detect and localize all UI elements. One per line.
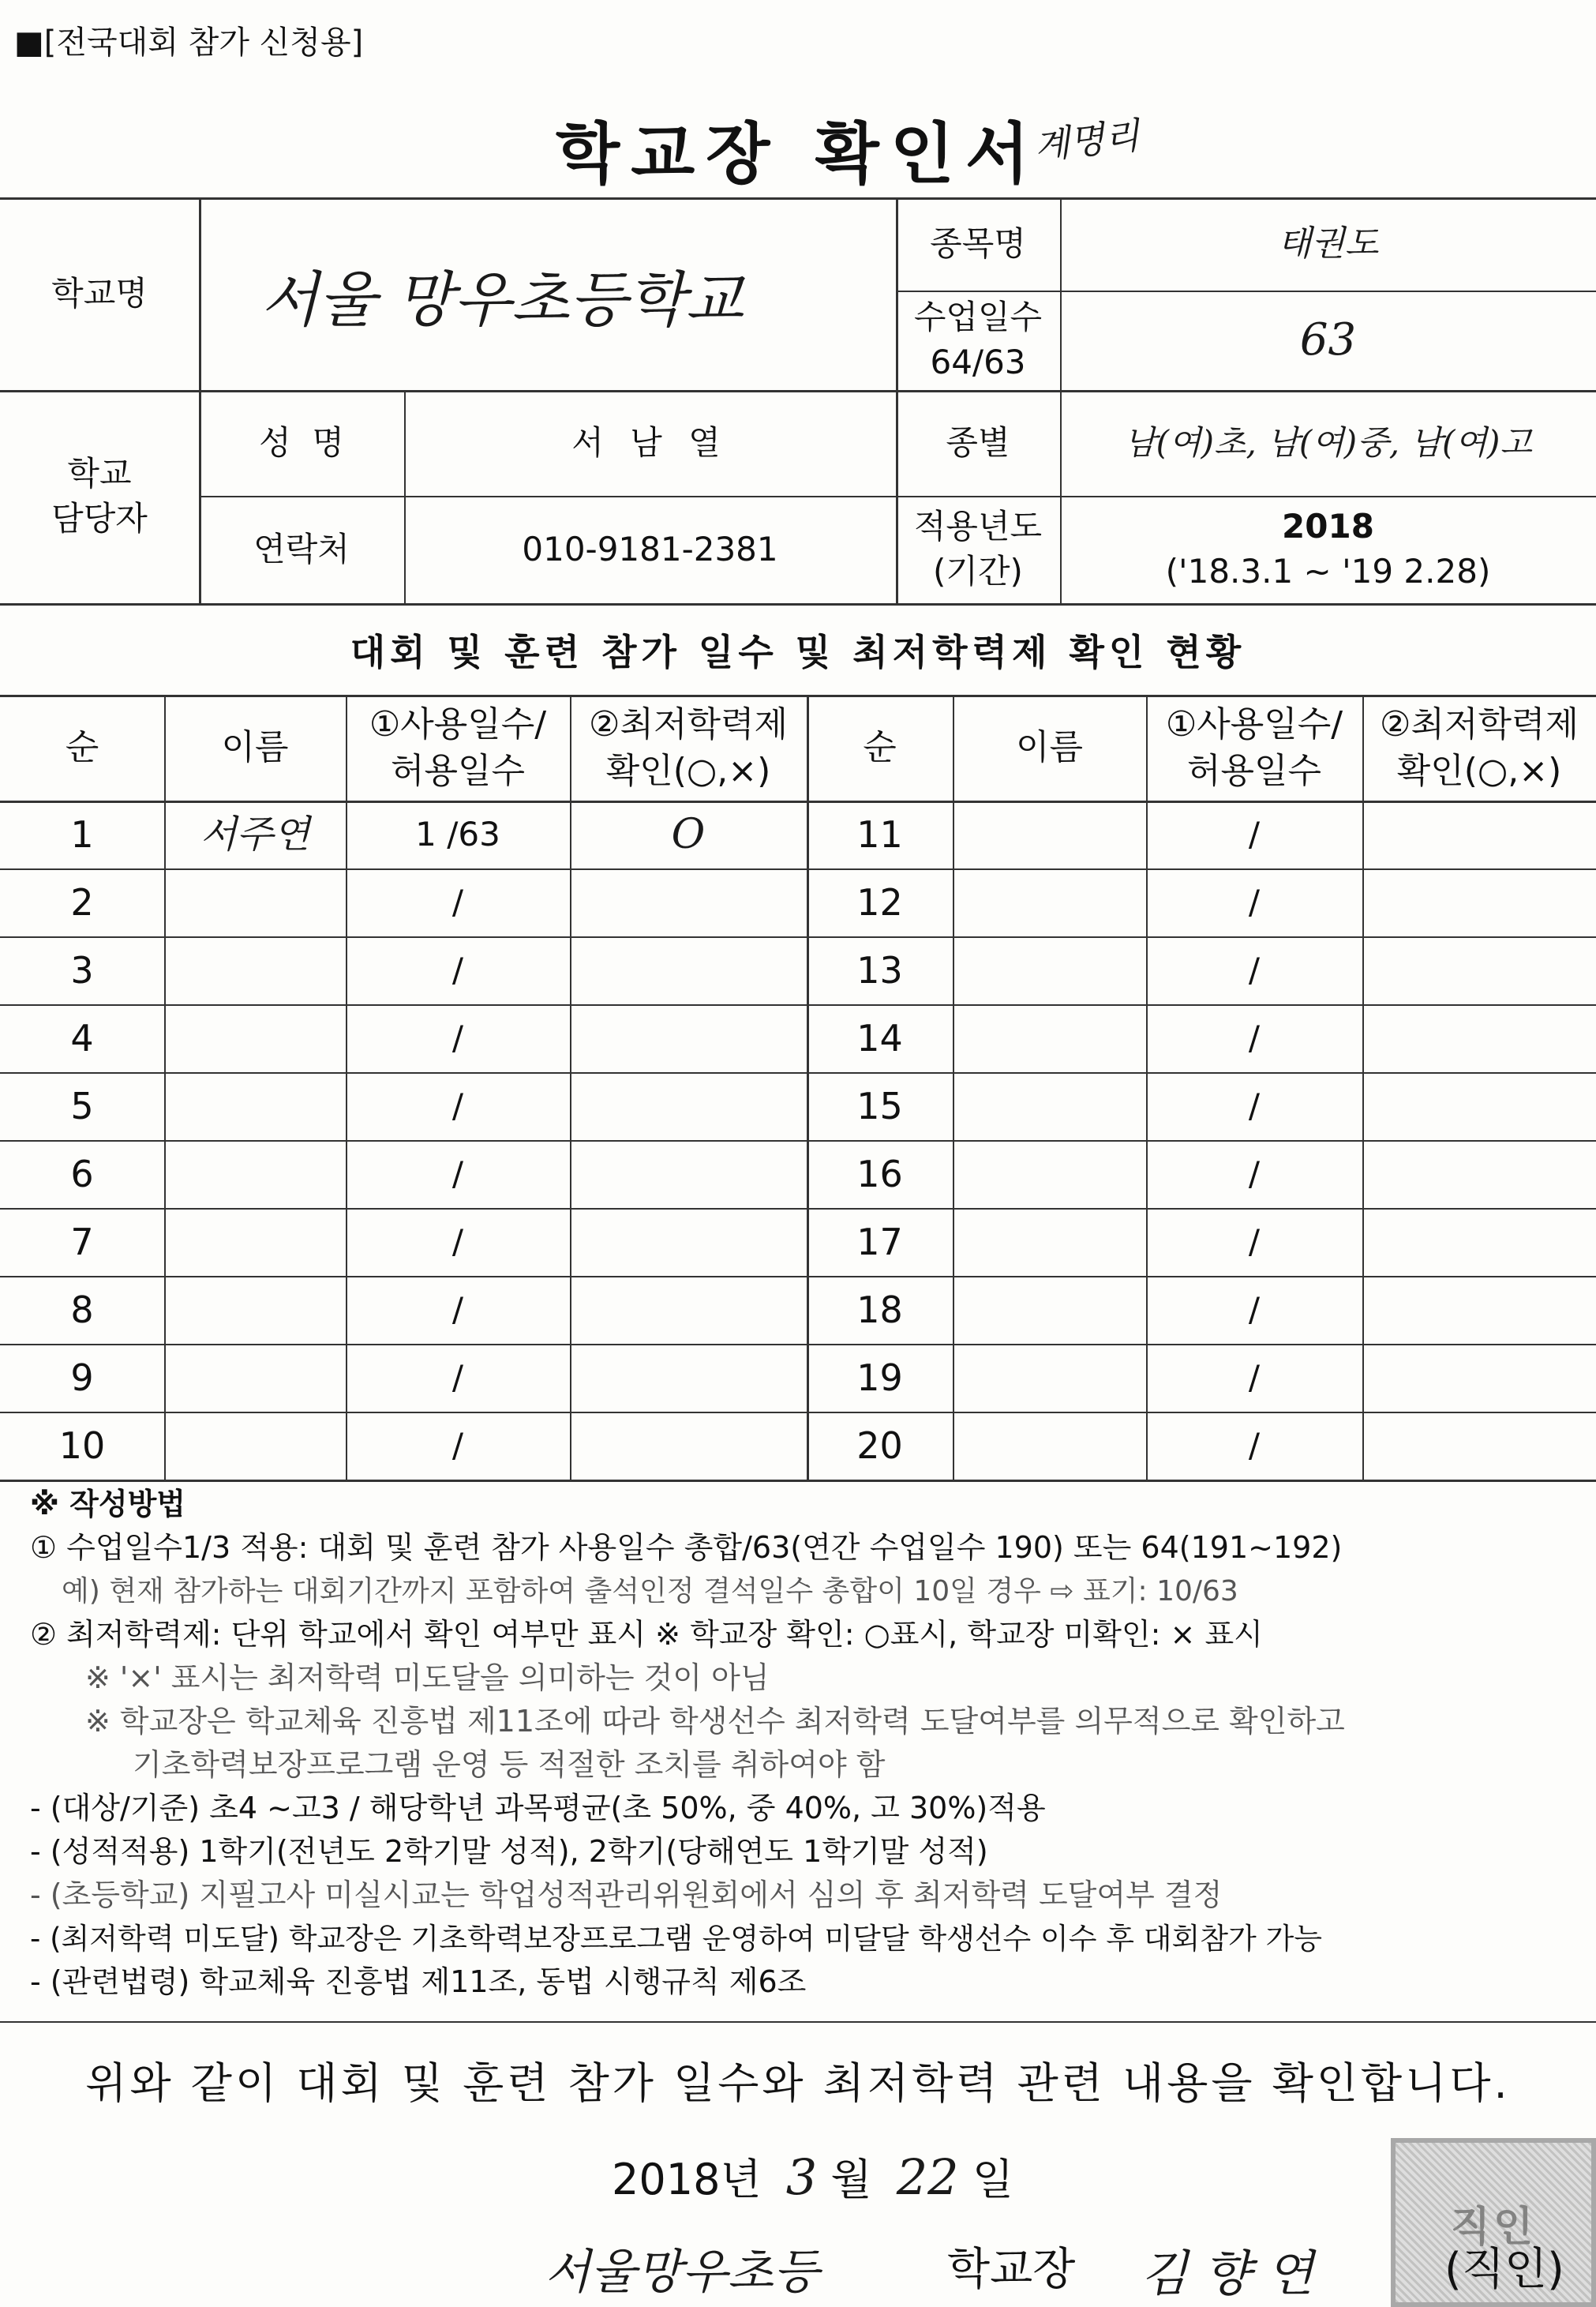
official-seal-stamp: 직인 bbox=[1391, 2138, 1596, 2307]
right-row-no: 12 bbox=[856, 880, 903, 924]
right-row-days: / bbox=[1248, 1154, 1261, 1193]
status-title: 대회 및 훈련 참가 일수 및 최저학력제 확인 현황 bbox=[350, 631, 1246, 673]
days-value: 63 bbox=[1299, 314, 1357, 366]
right-row-check bbox=[1362, 1004, 1596, 1072]
note-line: 예) 현재 참가하는 대회기간까지 포함하여 출석인정 결석일수 총합이 10일 경우 ⇨ 표기: 10/63 bbox=[62, 1575, 1238, 1607]
left-row-name bbox=[164, 1344, 346, 1412]
date-month-unit: 월 bbox=[830, 2155, 872, 2204]
left-row-no: 6 bbox=[70, 1152, 94, 1195]
year-value bbox=[1060, 496, 1596, 603]
right-row-no: 16 bbox=[856, 1152, 903, 1195]
right-row-days: / bbox=[1248, 814, 1261, 853]
note-line: - (초등학교) 지필고사 미실시교는 학업성적관리위원회에서 심의 후 최저학력 도달여부 결정 bbox=[30, 1877, 1223, 1912]
right-row-check bbox=[1362, 1344, 1596, 1412]
right-row-no: 17 bbox=[856, 1220, 903, 1263]
year-value-line2: ('18.3.1 ~ '19 2.28) bbox=[1165, 552, 1491, 591]
right-row-days: / bbox=[1248, 1018, 1261, 1057]
seal-label: (직인) bbox=[1444, 2244, 1564, 2295]
left-row-days: / bbox=[451, 1221, 464, 1261]
header-days-line2: 허용일수 bbox=[390, 751, 525, 791]
left-row-days: / bbox=[451, 1289, 464, 1329]
left-row-days: / bbox=[451, 950, 464, 989]
right-row-days: / bbox=[1248, 1289, 1261, 1329]
header-min-level bbox=[570, 695, 807, 801]
name-value: 서 남 열 bbox=[571, 422, 729, 462]
document-title: 학교장 확인서 bbox=[555, 115, 1041, 193]
right-row-days: / bbox=[1248, 1357, 1261, 1397]
left-row-check: O bbox=[671, 810, 706, 858]
year-label-line2: (기간) bbox=[933, 552, 1023, 591]
left-row-name bbox=[164, 868, 346, 936]
right-row-no: 13 bbox=[856, 948, 903, 992]
grid-bottom-border bbox=[0, 1480, 1596, 1482]
left-row-no: 2 bbox=[70, 880, 94, 924]
header-days-right bbox=[1146, 695, 1362, 801]
sport-value: 태권도 bbox=[1277, 223, 1379, 264]
right-row-days: / bbox=[1248, 1086, 1261, 1125]
days-label-line1: 수업일수 bbox=[913, 298, 1043, 337]
right-row-check bbox=[1362, 1276, 1596, 1344]
right-row-no: 15 bbox=[856, 1084, 903, 1127]
left-row-check bbox=[570, 1344, 807, 1412]
name-label: 성 명 bbox=[259, 422, 344, 462]
right-row-days: / bbox=[1248, 1425, 1261, 1465]
left-row-name bbox=[164, 1140, 346, 1208]
left-row-check bbox=[570, 1072, 807, 1140]
header-no-right: 순 bbox=[863, 727, 897, 768]
header-name-right: 이름 bbox=[1015, 727, 1083, 768]
principal-label: 학교장 bbox=[947, 2244, 1076, 2295]
date-day-unit: 일 bbox=[972, 2155, 1013, 2204]
left-row-days: / bbox=[451, 1154, 464, 1193]
note-line: ※ 학교장은 학교체육 진흥법 제11조에 따라 학생선수 최저학력 도달여부를 의무적으로 확인하고 bbox=[85, 1704, 1345, 1739]
header-min-line1: ②최저학력제 bbox=[589, 703, 788, 745]
header-days bbox=[346, 695, 570, 801]
notes-heading: ※ 작성방법 bbox=[30, 1487, 186, 1521]
note-line: - (대상/기준) 초4 ~고3 / 해당학년 과목평균(초 50%, 중 40%, 고 30%)적용 bbox=[30, 1791, 1046, 1825]
year-value-line1: 2018 bbox=[1282, 507, 1374, 546]
right-row-check bbox=[1362, 1412, 1596, 1480]
left-row-name bbox=[164, 1412, 346, 1480]
header-no: 순 bbox=[65, 727, 99, 768]
left-row-days: 1 /63 bbox=[415, 814, 500, 853]
title-handwritten-note: 계명리 bbox=[1032, 114, 1142, 167]
left-row-check bbox=[570, 1276, 807, 1344]
sport-label: 종목명 bbox=[930, 223, 1026, 263]
header-name: 이름 bbox=[221, 727, 289, 768]
manager-label-line1: 학교 bbox=[67, 454, 132, 493]
right-row-name bbox=[953, 1072, 1146, 1140]
issue-date bbox=[612, 2146, 1013, 2207]
manager-label bbox=[0, 390, 199, 603]
days-label bbox=[896, 291, 1060, 390]
right-row-name bbox=[953, 1140, 1146, 1208]
header-days-line2: 허용일수 bbox=[1186, 751, 1321, 791]
left-row-days: / bbox=[451, 1018, 464, 1057]
left-row-days: / bbox=[451, 1357, 464, 1397]
note-line: - (최저학력 미도달) 학교장은 기초학력보장프로그램 운영하여 미달달 학생선수 이수 후 대회참가 가능 bbox=[30, 1922, 1323, 1956]
note-line: ② 최저학력제: 단위 학교에서 확인 여부만 표시 ※ 학교장 확인: ○표시, 학교장 미확인: × 표시 bbox=[30, 1617, 1263, 1652]
right-row-name bbox=[953, 1276, 1146, 1344]
header-min-line1: ②최저학력제 bbox=[1380, 703, 1579, 745]
right-row-check bbox=[1362, 868, 1596, 936]
date-day: 22 bbox=[896, 2148, 959, 2206]
gender-value: 남(여)초, 남(여)중, 남(여)고 bbox=[1124, 422, 1532, 462]
form-tag: ■[전국대회 참가 신청용] bbox=[14, 24, 364, 61]
header-min-line2: 확인(○,×) bbox=[1396, 751, 1562, 791]
right-row-check bbox=[1362, 801, 1596, 868]
date-month: 3 bbox=[785, 2148, 818, 2206]
left-row-name bbox=[164, 1276, 346, 1344]
right-row-name bbox=[953, 1208, 1146, 1276]
manager-label-line2: 담당자 bbox=[51, 499, 148, 538]
right-row-name bbox=[953, 1004, 1146, 1072]
header-days-line1: ①사용일수/ bbox=[369, 703, 547, 745]
info-bottom-border bbox=[0, 603, 1596, 606]
right-row-no: 18 bbox=[856, 1288, 903, 1331]
school-value: 서울 망우초등학교 bbox=[260, 264, 744, 335]
year-label bbox=[896, 496, 1060, 603]
right-row-name bbox=[953, 1344, 1146, 1412]
right-row-check bbox=[1362, 1208, 1596, 1276]
header-min-level-right bbox=[1362, 695, 1596, 801]
left-row-check bbox=[570, 868, 807, 936]
left-row-no: 10 bbox=[58, 1424, 106, 1467]
left-row-name bbox=[164, 1072, 346, 1140]
footer-divider bbox=[0, 2021, 1596, 2023]
days-label-line2: 64/63 bbox=[930, 343, 1026, 381]
left-row-no: 9 bbox=[70, 1356, 94, 1399]
right-row-no: 14 bbox=[856, 1016, 903, 1060]
gender-label: 종별 bbox=[946, 422, 1010, 462]
right-row-no: 19 bbox=[856, 1356, 903, 1399]
principal-name: 김 향 연 bbox=[1141, 2245, 1314, 2302]
note-line: - (관련법령) 학교체육 진흥법 제11조, 동법 시행규칙 제6조 bbox=[30, 1964, 807, 1999]
right-row-name bbox=[953, 801, 1146, 868]
right-row-days: / bbox=[1248, 950, 1261, 989]
left-row-no: 1 bbox=[70, 812, 94, 856]
left-row-check bbox=[570, 1140, 807, 1208]
left-row-name bbox=[164, 1208, 346, 1276]
left-row-days: / bbox=[451, 1425, 464, 1465]
right-row-name bbox=[953, 868, 1146, 936]
right-row-days: / bbox=[1248, 1221, 1261, 1261]
right-row-name bbox=[953, 1412, 1146, 1480]
left-row-name bbox=[164, 1004, 346, 1072]
school-signature: 서울망우초등 bbox=[545, 2245, 819, 2300]
date-year: 2018년 bbox=[612, 2155, 762, 2204]
right-row-no: 11 bbox=[856, 812, 903, 856]
school-label: 학교명 bbox=[51, 273, 148, 313]
note-line: ① 수업일수1/3 적용: 대회 및 훈련 참가 사용일수 총합/63(연간 수업일수 190) 또는 64(191~192) bbox=[30, 1530, 1343, 1565]
left-row-check bbox=[570, 1004, 807, 1072]
left-row-name bbox=[164, 936, 346, 1004]
right-row-check bbox=[1362, 1072, 1596, 1140]
writing-instructions bbox=[30, 1483, 1585, 2004]
right-row-check bbox=[1362, 936, 1596, 1004]
left-row-check bbox=[570, 1412, 807, 1480]
header-days-line1: ①사용일수/ bbox=[1165, 703, 1343, 745]
note-line: ※ '×' 표시는 최저학력 미도달을 의미하는 것이 아님 bbox=[85, 1660, 770, 1695]
note-line: 기초학력보장프로그램 운영 등 적절한 조치를 취하여야 함 bbox=[133, 1747, 886, 1782]
left-row-check bbox=[570, 1208, 807, 1276]
confirmation-statement: 위와 같이 대회 및 훈련 참가 일수와 최저학력 관련 내용을 확인합니다. bbox=[85, 2058, 1511, 2108]
right-row-no: 20 bbox=[856, 1424, 903, 1467]
left-row-check bbox=[570, 936, 807, 1004]
contact-label: 연락처 bbox=[253, 529, 350, 568]
left-row-no: 5 bbox=[70, 1084, 94, 1127]
left-row-days: / bbox=[451, 882, 464, 921]
left-row-no: 4 bbox=[70, 1016, 94, 1060]
left-row-name: 서주연 bbox=[200, 812, 310, 857]
left-row-days: / bbox=[451, 1086, 464, 1125]
right-row-days: / bbox=[1248, 882, 1261, 921]
right-row-name bbox=[953, 936, 1146, 1004]
note-line: - (성적적용) 1학기(전년도 2학기말 성적), 2학기(당해연도 1학기말 성적) bbox=[30, 1834, 988, 1869]
left-row-no: 3 bbox=[70, 948, 94, 992]
left-row-no: 8 bbox=[70, 1288, 94, 1331]
header-min-line2: 확인(○,×) bbox=[605, 751, 771, 791]
left-row-no: 7 bbox=[70, 1220, 94, 1263]
contact-value: 010-9181-2381 bbox=[522, 529, 778, 568]
right-row-check bbox=[1362, 1140, 1596, 1208]
year-label-line1: 적용년도 bbox=[913, 507, 1043, 546]
